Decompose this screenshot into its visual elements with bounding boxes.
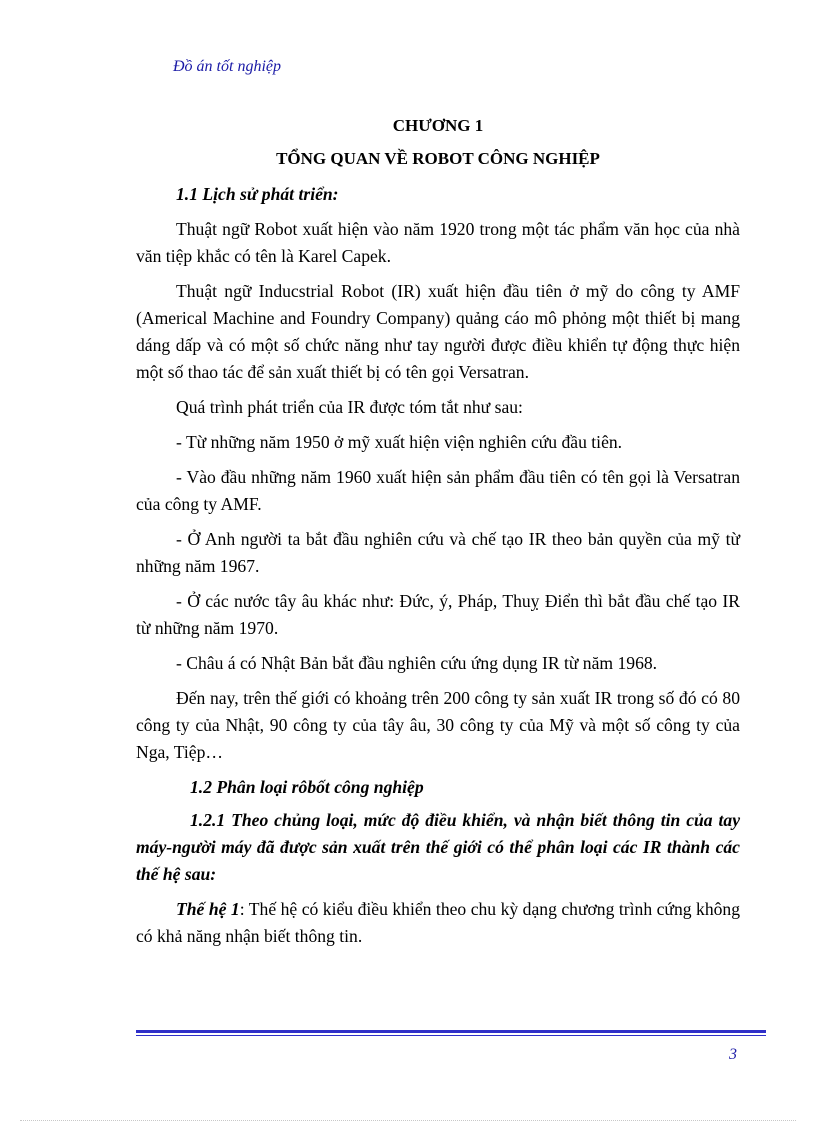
list-item: - Ở các nước tây âu khác như: Đức, ý, Pháp, Thuỵ Điển thì bắt đầu chế tạo IR từ những năm 1970. bbox=[136, 591, 740, 638]
list-item: - Vào đầu những năm 1960 xuất hiện sản phẩm đầu tiên có tên gọi là Versatran của công ty AMF. bbox=[136, 467, 740, 514]
generation-1-lead: Thế hệ 1 bbox=[176, 899, 240, 919]
chapter-title: TỔNG QUAN VỀ ROBOT CÔNG NGHIỆP bbox=[276, 149, 600, 168]
page-body bbox=[136, 112, 740, 958]
paragraph: Thuật ngữ Robot xuất hiện vào năm 1920 trong một tác phẩm văn học của nhà văn tiệp khắc có tên là Karel Capek. bbox=[136, 219, 740, 266]
generation-1-paragraph bbox=[136, 896, 740, 950]
generation-1-text: : Thế hệ có kiểu điều khiển theo chu kỳ dạng chương trình cứng không có khả năng nhận biết thông tin. bbox=[136, 899, 741, 946]
page-edge-divider bbox=[20, 1120, 796, 1121]
paragraph: Quá trình phát triển của IR được tóm tắt như sau: bbox=[176, 397, 523, 417]
page-number: 3 bbox=[729, 1046, 737, 1063]
paragraph: Thuật ngữ Inducstrial Robot (IR) xuất hiện đầu tiên ở mỹ do công ty AMF (Americal Machine and Foundry Company) quảng cáo mô phỏng một thiết bị mang dáng dấp và có một số chức năng như tay người được điều khiển tự động thực hiện một số thao tác để sản xuất thiết bị có tên gọi Versatran. bbox=[136, 281, 740, 382]
paragraph: Đến nay, trên thế giới có khoảng trên 200 công ty sản xuất IR trong số đó có 80 công ty của Nhật, 90 công ty của tây âu, 30 công ty của Mỹ và một số công ty của Nga, Tiệp… bbox=[136, 688, 740, 762]
list-item: - Từ những năm 1950 ở mỹ xuất hiện viện nghiên cứu đầu tiên. bbox=[176, 432, 623, 452]
subsection-heading-1-2-1: 1.2.1 Theo chủng loại, mức độ điều khiển, và nhận biết thông tin của tay máy-người máy đã được sản xuất trên thế giới có thể phân loại các IR thành các thế hệ sau: bbox=[136, 810, 740, 884]
chapter-label: CHƯƠNG 1 bbox=[392, 116, 484, 135]
section-heading-1-1: 1.1 Lịch sử phát triển: bbox=[176, 184, 339, 204]
section-heading-1-2: 1.2 Phân loại rôbốt công nghiệp bbox=[190, 777, 424, 797]
list-item: - Châu á có Nhật Bản bắt đầu nghiên cứu ứng dụng IR từ năm 1968. bbox=[176, 653, 658, 673]
footer-rule bbox=[136, 1030, 766, 1036]
list-item: - Ở Anh người ta bắt đầu nghiên cứu và chế tạo IR theo bản quyền của mỹ từ những năm 1967. bbox=[136, 529, 740, 576]
document-header: Đồ án tốt nghiệp bbox=[173, 58, 281, 75]
